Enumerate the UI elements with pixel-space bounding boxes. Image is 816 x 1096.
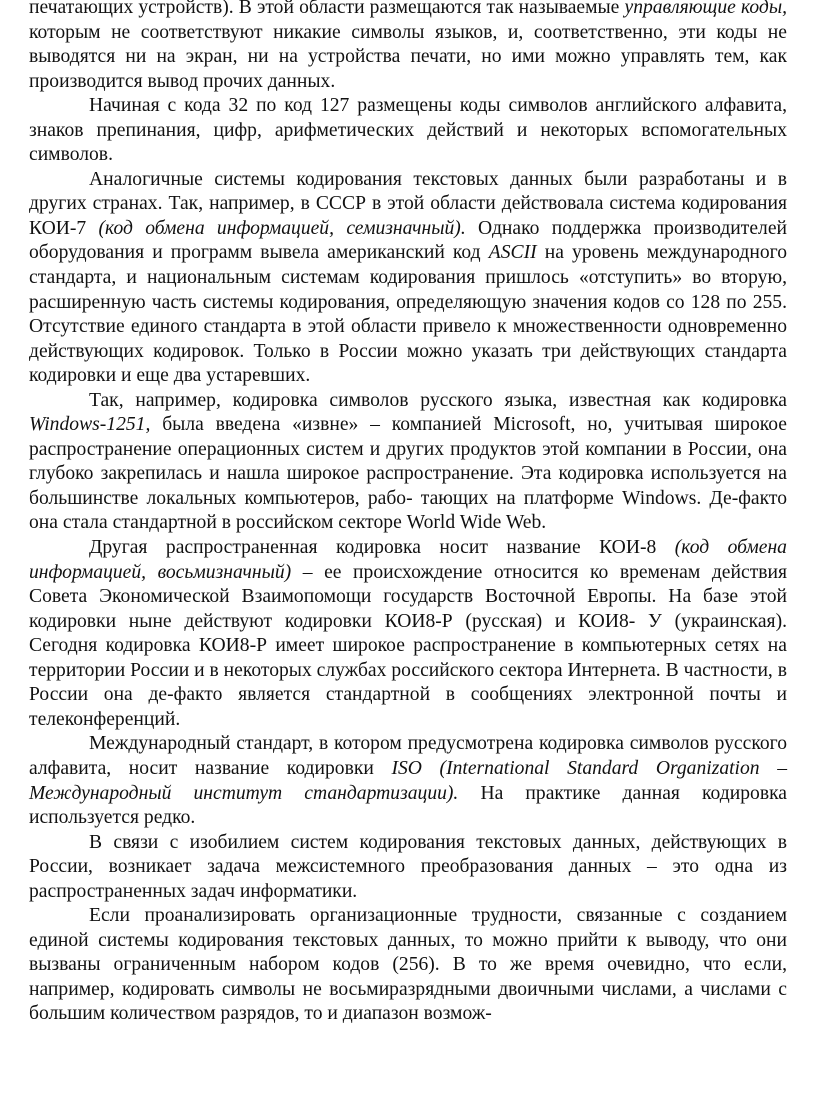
paragraph-3 bbox=[29, 168, 787, 389]
italic-term: управляющие коды, bbox=[624, 0, 787, 18]
text-run: которым не соответствуют никакие символы языков, и, соответственно, эти коды не выводятся ни на экран, ни на устройства печати, но ими можно управлять тем, как производится вывод прочих данных. bbox=[29, 21, 787, 92]
text-run: печатающих устройств). В этой области размещаются так называемые bbox=[29, 0, 625, 18]
paragraph-1 bbox=[29, 0, 787, 94]
paragraph-8 bbox=[29, 904, 787, 1027]
text-run: на уровень международного стандарта, и национальным системам кодирования пришлось «отступить» во вторую, расширенную часть системы кодирования, определяющую значения кодов со 128 по 255. Отсутствие единого стандарта в этой области привело к множественности одновременно действующих кодировок. Только в России можно указать три действующих стандарта кодировки и еще два устаревших. bbox=[29, 242, 787, 387]
text-run: Другая распространенная кодировка носит название КОИ-8 bbox=[89, 537, 675, 559]
text-run: Однако поддержка производителей оборудования и программ вывела американский код bbox=[29, 217, 787, 264]
text-run: Начиная с кода 32 по код 127 размещены коды символов английского алфавита, знаков препинания, цифр, арифметических действий и некоторых вспомогательных символов. bbox=[29, 95, 787, 166]
italic-term: Windows-1251, bbox=[29, 414, 151, 436]
paragraph-4 bbox=[29, 389, 787, 536]
italic-term: ASCII bbox=[488, 242, 537, 264]
text-run: – ее происхождение относится ко временам действия Совета Экономической Взаимопомощи государств Восточной Европы. На базе этой кодировки ныне действуют кодировки КОИ8-Р (русская) и КОИ8- У (украинская). Сегодня кодировка КОИ8-Р имеет широкое распространение в компьютерных сетях на территории России и в некоторых службах российского сектора Интернета. В частности, в России она де-факто является стандартной в сообщениях электронной почты и телеконференций. bbox=[29, 561, 788, 730]
text-run: была введена «извне» – компанией Microsoft, но, учитывая широкое распространение операционных систем и других продуктов этой компании в России, она глубоко закрепилась и нашла широкое распространение. Эта кодировка используется на большинстве локальных компьютеров, рабо- тающих на платформе Windows. Де-факто она стала стандартной в российском секторе World Wide Web. bbox=[29, 414, 787, 534]
paragraph-6 bbox=[29, 732, 787, 830]
paragraph-2 bbox=[29, 94, 787, 168]
body-text bbox=[29, 0, 787, 1027]
text-run: Аналогичные системы кодирования текстовых данных были разработаны и в других странах. Так, например, в СССР в этой области действовала система кодирования КОИ-7 bbox=[29, 168, 787, 239]
text-run: Так, например, кодировка символов русского языка, известная как кодировка bbox=[89, 389, 787, 411]
italic-term: (код обмена информацией, восьмизначный) bbox=[29, 537, 787, 583]
text-run: На практике данная кодировка используется редко. bbox=[29, 782, 787, 829]
text-run: Если проанализировать организационные трудности, связанные с созданием единой системы кодирования текстовых данных, то можно прийти к выводу, что они вызваны ограниченным набором кодов (256). В то же время очевидно, что если, например, кодировать символы не восьмиразрядными двоичными числами, а числами с большим количеством разрядов, то и диапазон возмож- bbox=[29, 905, 787, 1025]
paragraph-7 bbox=[29, 831, 787, 905]
text-run: Международный стандарт, в котором предусмотрена кодировка символов русского алфавита, носит название кодировки bbox=[29, 733, 787, 779]
italic-term: (код обмена информацией, семизначный). bbox=[98, 217, 466, 239]
italic-term: ISO (International Standard Organization – Международный институт стандартизации). bbox=[29, 757, 788, 804]
paragraph-5 bbox=[29, 536, 787, 732]
text-run: В связи с изобилием систем кодирования текстовых данных, действующих в России, возникает задача межсистемного преобразования данных – это одна из распространенных задач информатики. bbox=[29, 831, 787, 902]
